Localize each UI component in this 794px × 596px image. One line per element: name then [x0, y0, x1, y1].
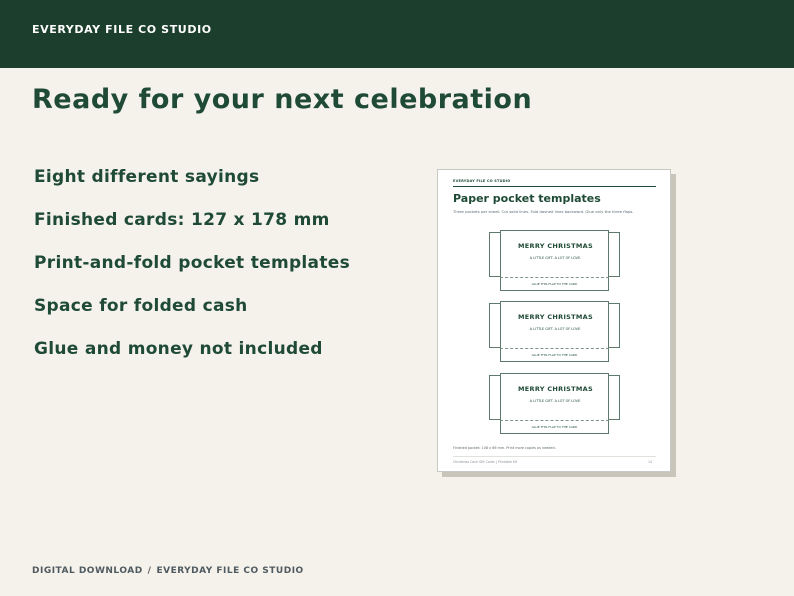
template-title: MERRY CHRISTMAS [518, 385, 593, 393]
glue-flap [500, 278, 609, 291]
pocket-template [489, 373, 620, 434]
feature-item: Finished cards: 127 x 178 mm [34, 210, 330, 230]
sheet-title: Paper pocket templates [453, 192, 601, 205]
header-bar [0, 0, 794, 68]
right-flap [608, 375, 620, 420]
footer-separator: / [147, 566, 152, 576]
sheet-subtitle: Three pockets per sheet. Cut solid lines. Fold dashed lines backward. Glue only the three flaps. [453, 209, 634, 214]
brand-name: EVERYDAY FILE CO STUDIO [32, 23, 212, 36]
footer-right: EVERYDAY FILE CO STUDIO [156, 566, 304, 576]
template-title: MERRY CHRISTMAS [518, 242, 593, 250]
template-subtitle: A LITTLE GIFT. A LOT OF LOVE. [529, 256, 582, 260]
sheet-divider [453, 186, 656, 187]
template-card [500, 373, 609, 421]
feature-item: Eight different sayings [34, 167, 260, 187]
right-flap [608, 303, 620, 348]
template-card [500, 230, 609, 278]
right-flap [608, 232, 620, 277]
sheet-page-number: 14 [647, 460, 652, 464]
pocket-template [489, 230, 620, 291]
glue-flap [500, 349, 609, 362]
template-subtitle: A LITTLE GIFT. A LOT OF LOVE. [529, 399, 582, 403]
template-preview-sheet [437, 169, 671, 472]
pocket-template [489, 301, 620, 362]
feature-item: Print-and-fold pocket templates [34, 253, 351, 273]
feature-item: Glue and money not included [34, 339, 323, 359]
sheet-footer-title: Christmas Cash Gift Cards | Printable Kit [453, 460, 518, 464]
feature-list [34, 166, 350, 381]
page-title: Ready for your next celebration [32, 84, 533, 115]
glue-note: GLUE THIS FLAP TO THE CARD [531, 425, 578, 429]
template-subtitle: A LITTLE GIFT. A LOT OF LOVE. [529, 327, 582, 331]
feature-item: Space for folded cash [34, 296, 248, 316]
glue-flap [500, 421, 609, 434]
template-card [500, 301, 609, 349]
sheet-brand: EVERYDAY FILE CO STUDIO [453, 179, 511, 183]
footer-left: DIGITAL DOWNLOAD [32, 566, 143, 576]
sheet-note: Finished pocket: 108 x 66 mm. Print more copies as needed. [453, 446, 556, 450]
page-footer [32, 566, 304, 576]
template-title: MERRY CHRISTMAS [518, 313, 593, 321]
glue-note: GLUE THIS FLAP TO THE CARD [531, 353, 578, 357]
glue-note: GLUE THIS FLAP TO THE CARD [531, 282, 578, 286]
sheet-footer-divider [453, 456, 656, 457]
